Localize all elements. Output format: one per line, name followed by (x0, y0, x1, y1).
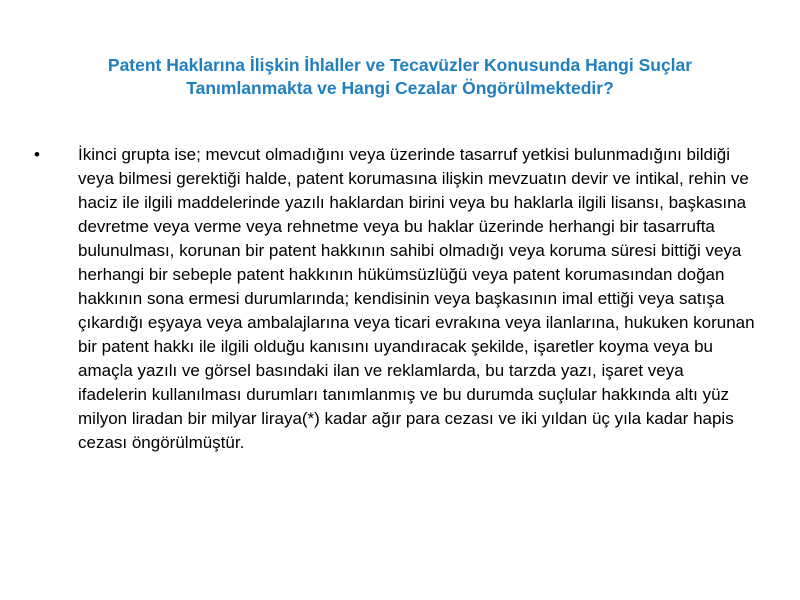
bullet-list (34, 143, 756, 455)
slide-title (40, 54, 760, 100)
slide-title-line-1: Patent Haklarına İlişkin İhlaller ve Tecavüzler Konusunda Hangi Suçlar (107, 55, 693, 75)
bullet-icon: • (34, 145, 40, 164)
list-item (34, 143, 756, 455)
bullet-text: İkinci grupta ise; mevcut olmadığını veya üzerinde tasarruf yetkisi bulunmadığını bildiği veya bilmesi gerektiği halde, patent korumasına ilişkin mevzuatın devir ve intikal, rehin ve haciz ile ilgili maddelerinde yazılı haklardan birini veya bu haklarla ilgili lisansı, başkasına devretme veya verme veya rehnetme veya bu haklar üzerinde herhangi bir tasarrufta bulunulması, korunan bir patent hakkının sahibi olmadığı veya koruma süresi bittiği veya herhangi bir sebeple patent hakkının hükümsüzlüğü veya patent korumasından doğan hakkının sona ermesi durumlarında; kendisinin veya başkasının imal ettiği veya satışa çıkardığı eşyaya veya ambalajlarına veya ticari evrakına veya ilanlarına, hukuken korunan bir patent hakkı ile ilgili olduğu kanısını uyandıracak şekilde, işaretler koyma veya bu amaçla yazılı ve görsel basındaki ilan ve reklamlarda, bu tarzda yazı, işaret veya ifadelerin kullanılması durumları tanımlanmış ve bu durumda suçlular hakkında altı yüz milyon liradan bir milyar liraya(*) kadar ağır para cezası ve iki yıldan üç yıla kadar hapis cezası öngörülmüştür. (78, 145, 755, 452)
slide-title-line-2: Tanımlanmakta ve Hangi Cezalar Öngörülmektedir? (186, 78, 614, 98)
